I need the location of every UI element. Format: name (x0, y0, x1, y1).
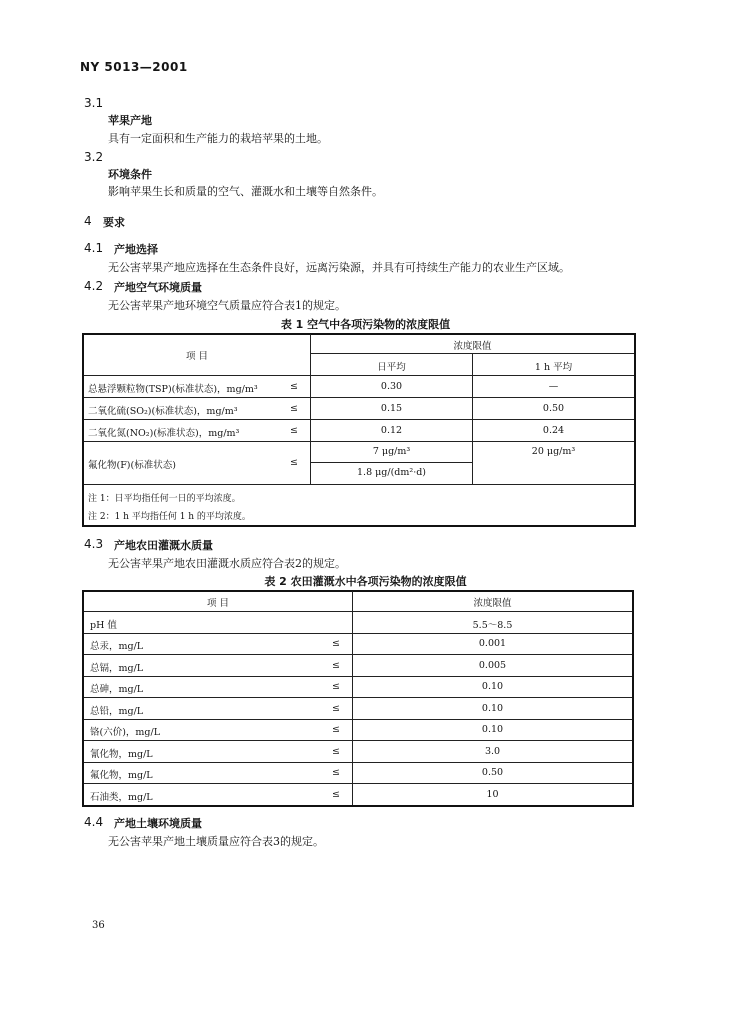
less-equal-sign: ≤ (332, 681, 340, 692)
term-heading: 环境条件 (108, 168, 152, 181)
item-label: 二氧化硫(SO₂)(标准状态)，mg/m³ (88, 406, 238, 417)
hourly-value: 0.50 (542, 403, 565, 414)
limit-value: 0.001 (478, 638, 507, 649)
less-equal-sign: ≤ (290, 425, 298, 436)
less-equal-sign: ≤ (290, 403, 298, 414)
term-definition: 影响苹果生长和质量的空气、灌溉水和土壤等自然条件。 (108, 185, 383, 198)
less-equal-sign: ≤ (332, 767, 340, 778)
less-equal-sign: ≤ (332, 724, 340, 735)
less-equal-sign: ≤ (332, 638, 340, 649)
section-number: 4.2 (84, 279, 104, 293)
section-title: 产地土壤环境质量 (114, 817, 202, 830)
limit-value: 5.5～8.5 (472, 620, 513, 631)
less-equal-sign: ≤ (332, 703, 340, 714)
daily-value-deposition: 1.8 μg/(dm²·d) (357, 467, 426, 478)
item-label: 氰化物，mg/L (90, 749, 153, 760)
section-title: 产地选择 (114, 243, 158, 256)
table-note: 注 1：日平均指任何一日的平均浓度。 (88, 494, 241, 504)
less-equal-sign: ≤ (332, 789, 340, 800)
limit-value: 0.10 (481, 681, 504, 692)
table1-head-hourly: 1 h 平均 (534, 362, 573, 373)
limit-value: 3.0 (484, 746, 501, 757)
daily-value: 0.30 (380, 381, 403, 392)
hourly-value: 20 μg/m³ (531, 446, 576, 457)
page-number: 36 (92, 920, 105, 931)
table2-head-limit: 浓度限值 (473, 598, 512, 609)
section-text: 无公害苹果产地环境空气质量应符合表1的规定。 (108, 299, 346, 312)
daily-value: 7 μg/m³ (372, 446, 411, 457)
section-title: 产地农田灌溉水质量 (114, 539, 213, 552)
section-title: 产地空气环境质量 (114, 281, 202, 294)
item-label: 总镉，mg/L (90, 663, 144, 674)
table1-caption: 表 1 空气中各项污染物的浓度限值 (280, 318, 451, 331)
less-equal-sign: ≤ (332, 660, 340, 671)
section-text: 无公害苹果产地农田灌溉水质应符合表2的规定。 (108, 557, 346, 570)
daily-value: 0.12 (380, 425, 403, 436)
daily-value: 0.15 (380, 403, 403, 414)
section-text: 无公害苹果产地土壤质量应符合表3的规定。 (108, 835, 324, 848)
table2-caption: 表 2 农田灌溉水中各项污染物的浓度限值 (264, 575, 467, 588)
limit-value: 0.005 (478, 660, 507, 671)
section-number: 3.1 (84, 96, 104, 110)
item-label: 总砷，mg/L (90, 684, 144, 695)
item-label: 氟化物(F)(标准状态) (88, 460, 176, 471)
table1-head-limit: 浓度限值 (453, 341, 492, 352)
table-note: 注 2：1 h 平均指任何 1 h 的平均浓度。 (88, 512, 251, 522)
item-label: 总汞，mg/L (90, 641, 144, 652)
item-label: 氟化物，mg/L (90, 770, 153, 781)
limit-value: 0.50 (481, 767, 504, 778)
section-number: 4.4 (84, 815, 104, 829)
limit-value: 0.10 (481, 724, 504, 735)
term-heading: 苹果产地 (108, 114, 152, 127)
item-label: pH 值 (90, 620, 117, 631)
section-number: 4.1 (84, 241, 104, 255)
section-number: 4 (84, 214, 92, 228)
item-label: 总悬浮颗粒物(TSP)(标准状态)，mg/m³ (88, 384, 258, 395)
limit-value: 10 (486, 789, 499, 800)
section-number: 4.3 (84, 537, 104, 551)
section-title: 要求 (103, 216, 125, 229)
less-equal-sign: ≤ (332, 746, 340, 757)
less-equal-sign: ≤ (290, 381, 298, 392)
section-text: 无公害苹果产地应选择在生态条件良好，远离污染源，并具有可持续生产能力的农业生产区域。 (108, 261, 570, 274)
limit-value: 0.10 (481, 703, 504, 714)
table1-head-item: 项 目 (185, 351, 209, 362)
item-label: 石油类，mg/L (90, 792, 153, 803)
hourly-value: — (548, 381, 559, 392)
term-definition: 具有一定面积和生产能力的栽培苹果的土地。 (108, 132, 328, 145)
item-label: 铬(六价)，mg/L (90, 727, 161, 738)
less-equal-sign: ≤ (290, 457, 298, 468)
item-label: 二氧化氮(NO₂)(标准状态)，mg/m³ (88, 428, 240, 439)
section-number: 3.2 (84, 150, 104, 164)
hourly-value: 0.24 (542, 425, 565, 436)
table2-head-item: 项 目 (206, 598, 230, 609)
table1-head-daily: 日平均 (377, 362, 406, 373)
item-label: 总铅，mg/L (90, 706, 144, 717)
document-code: NY 5013—2001 (80, 60, 188, 74)
